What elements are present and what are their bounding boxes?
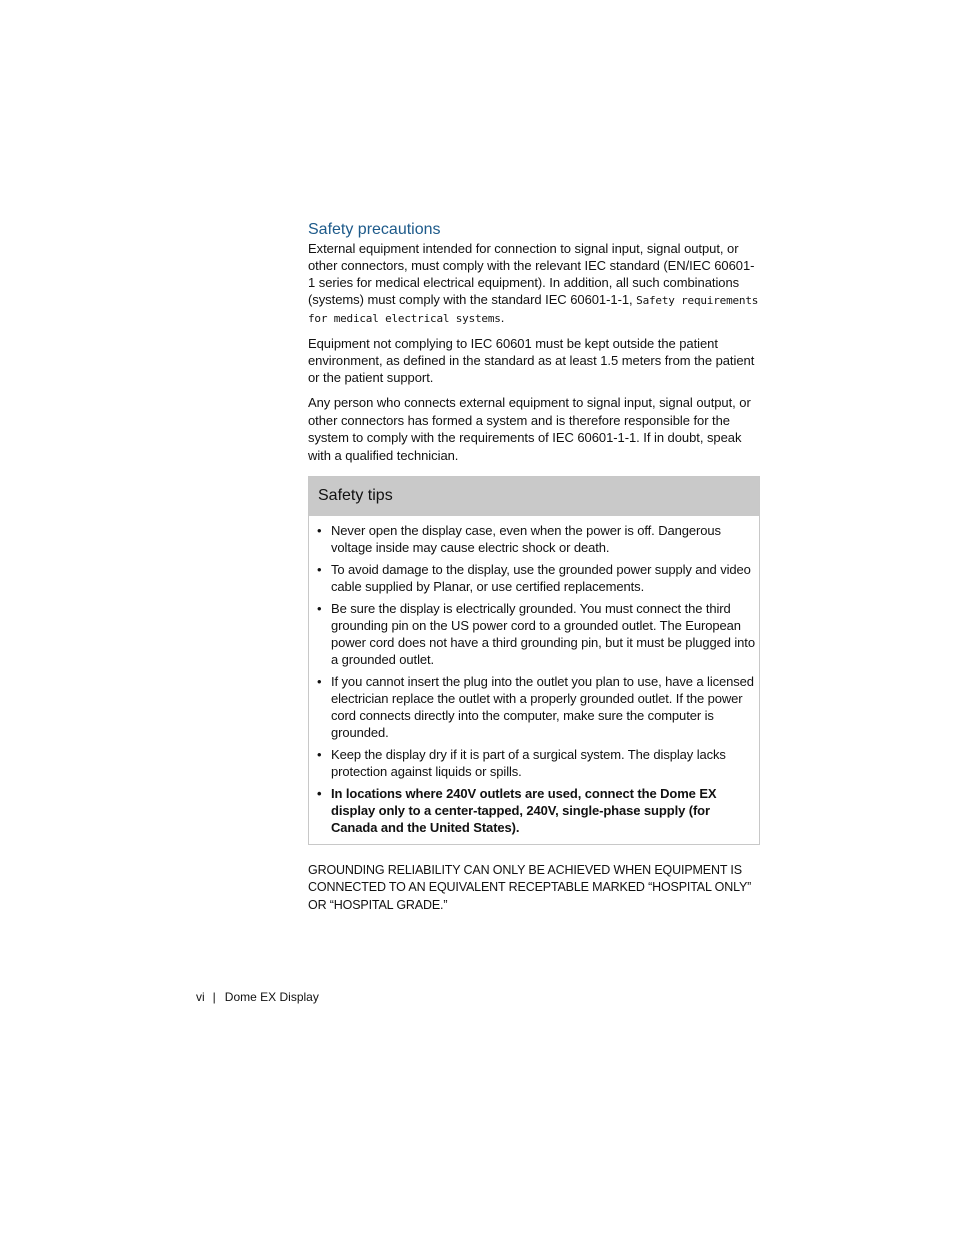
safety-tip-item-warning [309,785,755,836]
grounding-note: GROUNDING RELIABILITY CAN ONLY BE ACHIEVED WHEN EQUIPMENT IS CONNECTED TO AN EQUIVALENT RECEPTABLE MARKED “HOSPITAL ONLY” OR “HOSPITAL GRADE.” [308,862,752,912]
bullet-icon: • [317,746,322,762]
page-number: vi [196,990,205,1004]
intro-paragraph-text: External equipment intended for connection to signal input, signal output, or other connectors, must comply with the relevant IEC standard (EN/IEC 60601-1 series for medical electrical equipment). In addition, all such combinations (systems) must comply with the standard IEC 60601-1-1, [308,241,755,307]
safety-tip-item [309,746,755,780]
safety-tip-text: In locations where 240V outlets are used, connect the Dome EX display only to a center-tapped, 240V, single-phase supply (for Canada and the United States). [331,785,717,835]
safety-tips-list [309,516,759,844]
safety-tip-item [309,600,755,668]
section-title: Safety precautions [308,221,441,238]
bullet-icon: • [317,522,322,538]
safety-tip-text: Keep the display dry if it is part of a surgical system. The display lacks protection against liquids or spills. [331,746,726,779]
safety-tips-title: Safety tips [309,477,759,516]
bullet-icon: • [317,561,322,577]
footer-separator: | [212,990,216,1004]
patient-environment-paragraph: Equipment not complying to IEC 60601 must be kept outside the patient environment, as defined in the standard as at least 1.5 meters from the patient or the patient support. [308,336,755,385]
safety-tips-box [308,476,760,845]
intro-paragraph [308,240,760,327]
bullet-icon: • [317,600,322,616]
safety-tip-item [309,673,755,741]
safety-tip-item [309,561,755,595]
system-responsibility-paragraph: Any person who connects external equipment to signal input, signal output, or other connectors has formed a system and is therefore responsible for the system to comply with the requirements of IEC 60601-1-1. If in doubt, speak with a qualified technician. [308,395,751,464]
bullet-icon: • [317,785,322,801]
bullet-icon: • [317,673,322,689]
content-column [308,219,760,927]
safety-tip-text: To avoid damage to the display, use the grounded power supply and video cable supplied by Planar, or use certified replacements. [331,561,751,594]
footer-product-name: Dome EX Display [224,990,319,1004]
page-footer [196,989,319,1005]
safety-tip-text: Never open the display case, even when the power is off. Dangerous voltage inside may cause electric shock or death. [331,522,721,555]
standard-title: Safety requirements for medical electrical systems [308,294,759,325]
safety-tip-text: If you cannot insert the plug into the outlet you plan to use, have a licensed electrician replace the outlet with a properly grounded outlet. If the power cord connects directly into the computer, make sure the computer is grounded. [331,673,754,740]
intro-paragraph-end: . [500,310,505,325]
safety-tip-text: Be sure the display is electrically grounded. You must connect the third grounding pin on the US power cord to a grounded outlet. The European power cord does not have a third grounding pin, but it must be plugged into a grounded outlet. [331,600,755,667]
safety-tip-item [309,522,755,556]
